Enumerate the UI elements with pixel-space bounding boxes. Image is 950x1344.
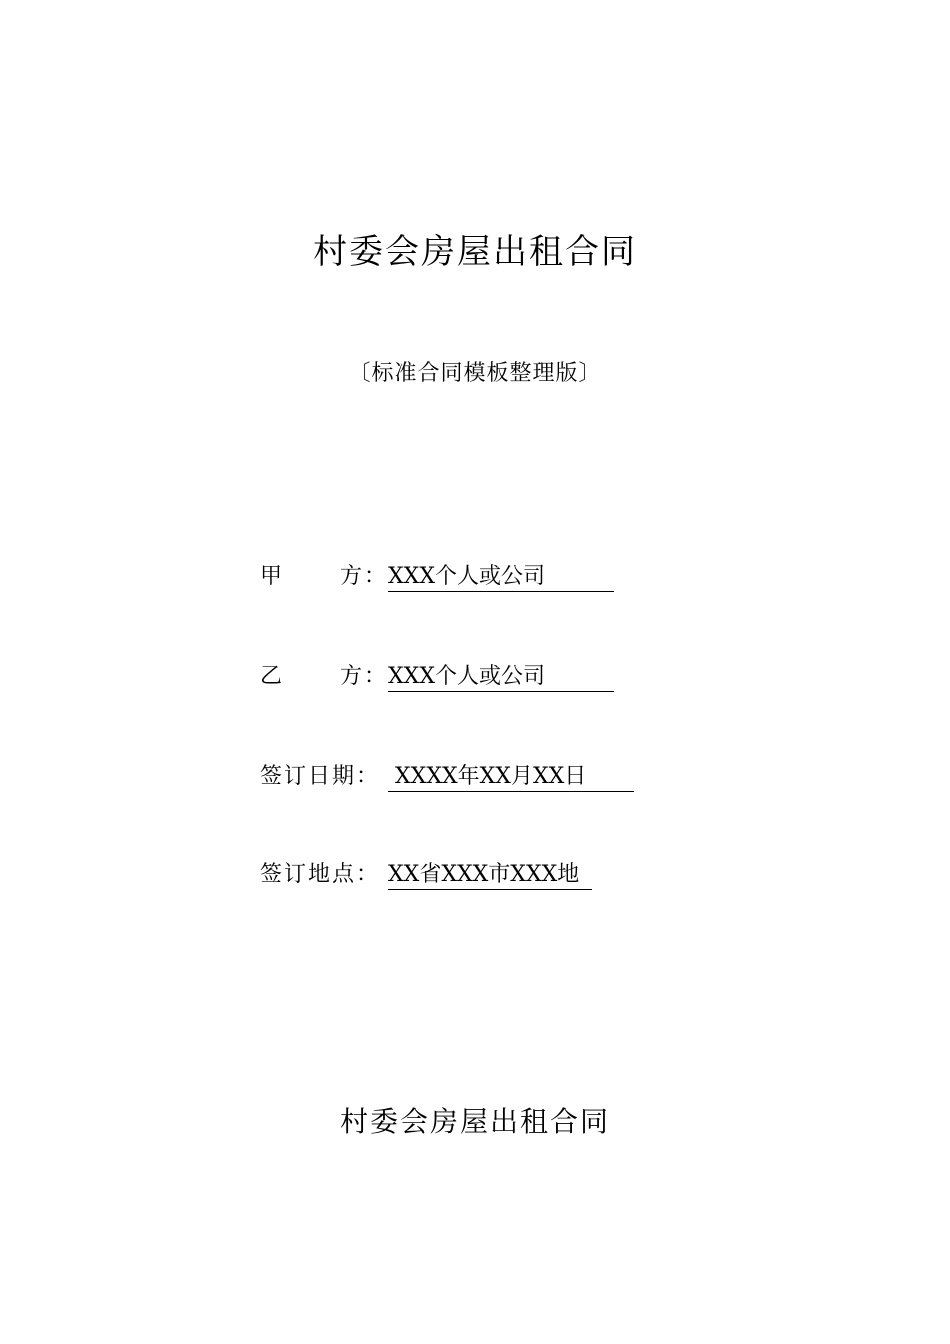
signing-place-label: 签订地点： xyxy=(260,862,381,887)
document-subtitle: 〔标准合同模板整理版〕 xyxy=(348,361,602,386)
party-b-label-char: 乙 xyxy=(260,664,285,689)
party-b-value: XXX个人或公司 xyxy=(388,663,614,692)
party-a-label-suffix: 方： xyxy=(339,564,388,589)
party-a-row xyxy=(260,560,614,594)
party-b-label xyxy=(260,660,388,694)
footer-title: 村委会房屋出租合同 xyxy=(339,1105,610,1138)
signing-date-label: 签订日期： xyxy=(260,764,381,789)
party-a-value: XXX个人或公司 xyxy=(388,563,614,592)
signing-date-value: XXXX年XX月XX日 xyxy=(388,763,634,792)
signing-place-value: XX省XXX市XXX地 xyxy=(388,861,592,890)
signing-place-row xyxy=(260,858,592,892)
party-b-label-suffix: 方： xyxy=(339,664,388,689)
document-title: 村委会房屋出租合同 xyxy=(313,232,637,272)
party-b-row xyxy=(260,660,614,694)
party-a-label xyxy=(260,560,388,594)
signing-date-row xyxy=(260,760,634,794)
party-a-label-char: 甲 xyxy=(260,564,285,589)
